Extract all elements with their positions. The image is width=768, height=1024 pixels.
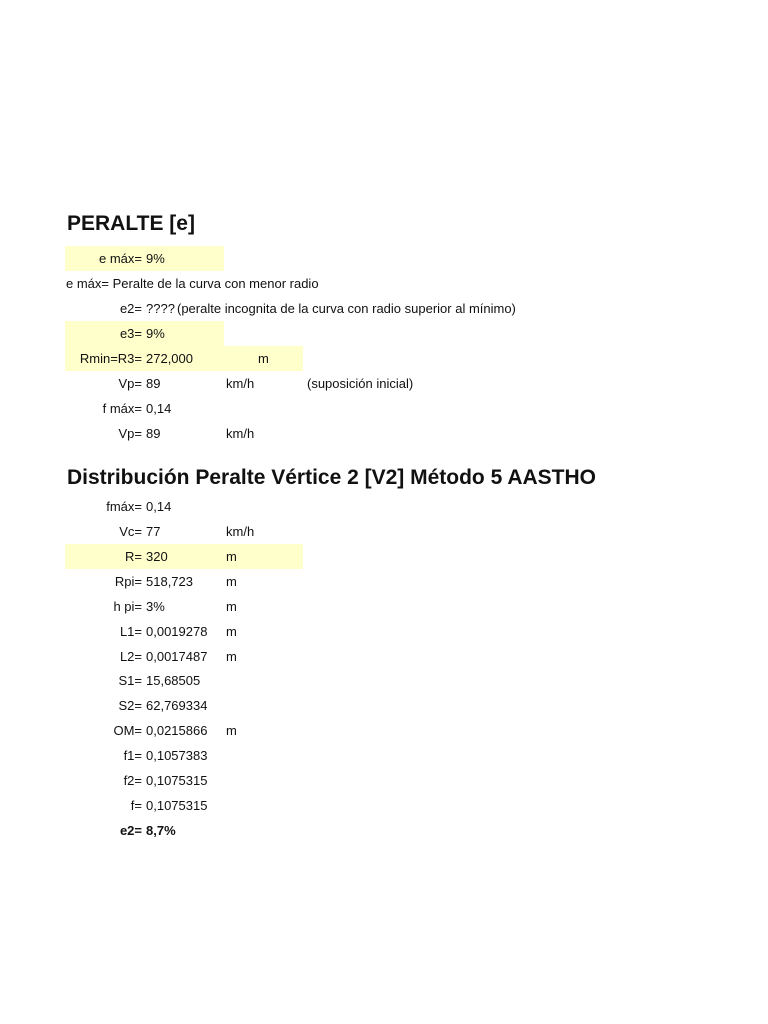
row-l2 <box>0 644 768 669</box>
row-vp <box>0 421 768 446</box>
cell-highlight <box>65 246 224 271</box>
row-label: Rmin=R3= <box>79 351 142 366</box>
row-value: 0,0017487 <box>146 649 208 664</box>
row-e3 <box>0 321 768 346</box>
row-label: Vp= <box>118 376 142 391</box>
row-rpi <box>0 569 768 594</box>
row-label: e3= <box>119 326 142 341</box>
row-label: e máx= <box>99 251 142 266</box>
row-f-max <box>0 396 768 421</box>
row-value: 0,14 <box>146 499 172 514</box>
section-title-distribucion: Distribución Peralte Vértice 2 [V2] Método 5 AASTHO <box>67 466 596 489</box>
row-e-max-description <box>0 271 768 296</box>
row-unit: m <box>226 624 237 639</box>
row-label: R= <box>125 549 142 564</box>
row-unit: m <box>226 599 237 614</box>
row-h-pi <box>0 594 768 619</box>
row-value: 15,68505 <box>146 673 201 688</box>
row-s2 <box>0 693 768 718</box>
row-value: 9% <box>146 251 165 266</box>
row-unit: m <box>258 351 269 366</box>
row-f2 <box>0 768 768 793</box>
row-label: Vc= <box>119 524 142 539</box>
row-value: 0,0019278 <box>146 624 208 639</box>
row-value: 0,14 <box>146 401 172 416</box>
section-title-peralte: PERALTE [e] <box>67 212 195 235</box>
row-vc <box>0 519 768 544</box>
row-value: ???? <box>146 301 175 316</box>
row-label: fmáx= <box>106 499 142 514</box>
row-s1 <box>0 668 768 693</box>
row-vp-initial <box>0 371 768 396</box>
row-om <box>0 718 768 743</box>
row-label: L2= <box>119 649 142 664</box>
row-label: f= <box>130 798 142 813</box>
row-e2-result <box>0 818 768 843</box>
row-label: S2= <box>118 698 142 713</box>
row-label: f2= <box>123 773 142 788</box>
row-value: 0,1057383 <box>146 748 208 763</box>
row-unit: km/h <box>226 524 255 539</box>
row-value: 8,7% <box>146 823 176 838</box>
row-fmax <box>0 494 768 519</box>
row-value: 518,723 <box>146 574 193 589</box>
row-note: (peralte incognita de la curva con radio superior al mínimo) <box>177 301 516 316</box>
cell-highlight <box>65 544 303 569</box>
row-value: 0,0215866 <box>146 723 208 738</box>
row-rmin <box>0 346 768 371</box>
row-f1 <box>0 743 768 768</box>
cell-highlight <box>65 321 224 346</box>
row-value: 89 <box>146 426 161 441</box>
row-value: 77 <box>146 524 161 539</box>
row-label: L1= <box>119 624 142 639</box>
row-label: Vp= <box>118 426 142 441</box>
row-label: f1= <box>123 748 142 763</box>
row-value: 320 <box>146 549 168 564</box>
row-value: 62,769334 <box>146 698 208 713</box>
row-label: e2= <box>119 301 142 316</box>
row-unit: km/h <box>226 376 255 391</box>
row-e-max <box>0 246 768 271</box>
row-label: Rpi= <box>114 574 142 589</box>
row-value: 9% <box>146 326 165 341</box>
row-unit: m <box>226 574 237 589</box>
row-value: 0,1075315 <box>146 773 208 788</box>
row-unit: km/h <box>226 426 255 441</box>
row-value: 3% <box>146 599 165 614</box>
row-l1 <box>0 619 768 644</box>
row-label: h pi= <box>113 599 142 614</box>
row-unit: m <box>226 649 237 664</box>
row-f <box>0 793 768 818</box>
row-unit: m <box>226 549 237 564</box>
row-label: S1= <box>118 673 142 688</box>
row-value: 272,000 <box>146 351 193 366</box>
row-label: f máx= <box>102 401 142 416</box>
row-value: 0,1075315 <box>146 798 208 813</box>
row-unit: m <box>226 723 237 738</box>
row-value: 89 <box>146 376 161 391</box>
row-r <box>0 544 768 569</box>
row-label: e2= <box>119 823 142 838</box>
row-note: (suposición inicial) <box>307 376 414 391</box>
row-label: OM= <box>113 723 142 738</box>
row-text: e máx= Peralte de la curva con menor radio <box>66 276 319 291</box>
row-e2 <box>0 296 768 321</box>
